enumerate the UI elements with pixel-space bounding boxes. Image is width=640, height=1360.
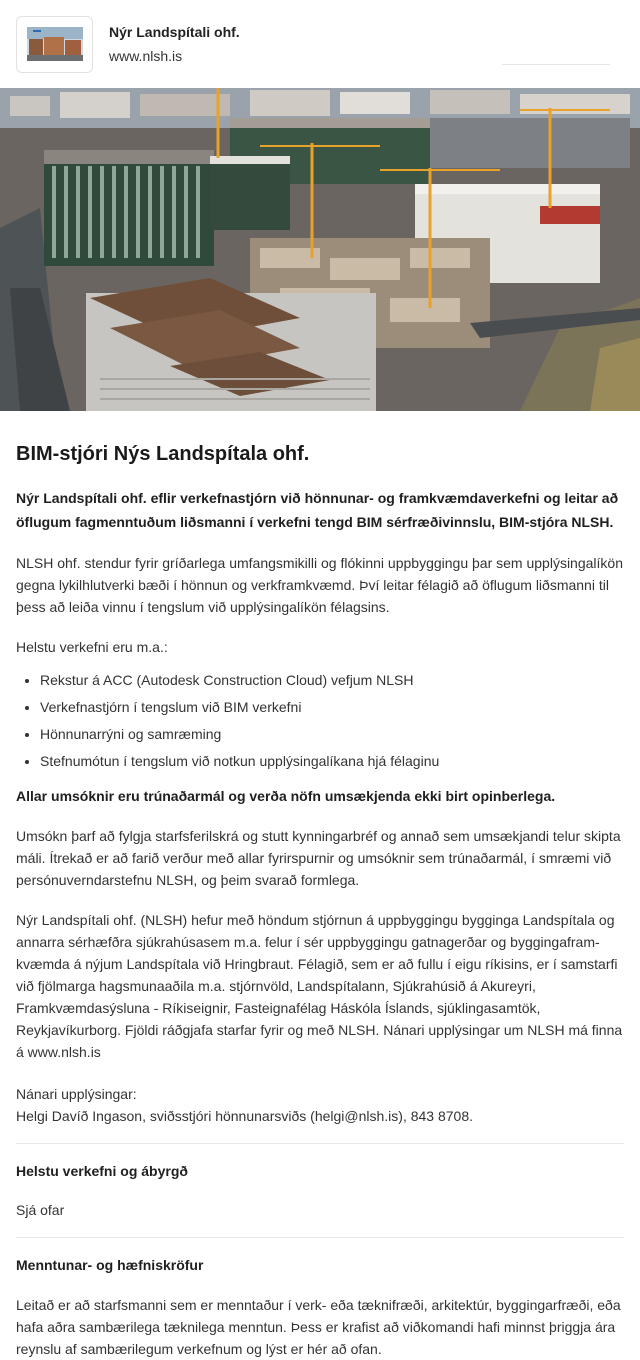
header-divider xyxy=(502,64,610,65)
responsibilities-heading: Helstu verkefni og ábyrgð xyxy=(16,1163,188,1179)
contact-label: Nánari upplýsingar: xyxy=(16,1086,137,1102)
qualifications-heading: Menntunar- og hæfniskröfur xyxy=(16,1257,204,1273)
section-divider xyxy=(16,1143,624,1144)
list-item: • Verkefnastjórn í tengslum við BIM verkefni xyxy=(40,694,624,721)
list-item: • Hönnunarrýni og samræming xyxy=(40,721,624,748)
list-item: • Stefnumótun í tengslum við notkun upplýsingalíkana hjá félaginu xyxy=(40,748,624,775)
job-posting xyxy=(0,442,640,1360)
qualifications-text: Leitað er að starfsmanni sem er menntaður í verk- eða tæknifræði, arkitektúr, byggingarfræði, eða hafa aðra sambærilega tæknilega menntun. Þess er krafist að viðkomandi hafi minnst þriggja ára reynslu af sambærilegum verkefnum og lýst er hér að ofan. xyxy=(16,1297,621,1357)
construction-site-photo xyxy=(0,88,640,411)
company-name[interactable]: Nýr Landspítali ohf. xyxy=(109,24,240,40)
job-description-paragraph: NLSH ohf. stendur fyrir gríðarlega umfangsmikilli og flókinni uppbyggingu þar sem upplýsingalíkön gegna lykilhlutverki bæði í hönnun og verkframkvæmd. Því leitar félagið að öflugum liðsmanni til þess að leiða vinnu í tengslum við upplýsingalíkön félagsins. xyxy=(16,555,623,615)
company-header xyxy=(0,0,640,88)
job-title: BIM-stjóri Nýs Landspítala ohf. xyxy=(16,443,310,465)
section-divider xyxy=(16,1237,624,1238)
company-about-paragraph: Nýr Landspítali ohf. (NLSH) hefur með höndum stjórnun á uppbyggingu bygginga Landspítala og annarra sérhæfðra sjúkrahúsasem m.a. felur í sér uppbyggingu gatnagerðar og byggingaframkvæmda á nýjum Landspítala við Hringbraut. Félagið, sem er að fullu í eigu ríkisins, er í samstarfi við fjölmarga hagsmunaaðila m.a. stjórnvöld, Landspítalann, Sjúkrahúsið á Akureyri, Framkvæmdasýsluna - Ríkiseignir, Fasteignafélag Háskóla Íslands, sjúklingasamtök, Reykjavíkurborg. Fjöldi ráðgjafa starfar fyrir og með NLSH. Nánari upplýsingar um NLSH má finna á www.nlsh.is xyxy=(16,912,623,1060)
contact-info[interactable]: Helgi Davíð Ingason, sviðsstjóri hönnunarsviðs (helgi@nlsh.is), 843 8708. xyxy=(16,1108,474,1124)
responsibilities-text: Sjá ofar xyxy=(16,1202,65,1218)
job-intro: Nýr Landspítali ohf. eflir verkefnastjórn við hönnunar- og framkvæmdaverkefni og leitar að öflugum fagmenntuðum liðsmanni í verkefni tengd BIM sérfræðivinnslu, BIM-stjóra NLSH. xyxy=(16,490,619,530)
tasks-list xyxy=(16,667,624,775)
list-item: • Rekstur á ACC (Autodesk Construction Cloud) vefjum NLSH xyxy=(40,667,624,694)
company-logo[interactable] xyxy=(16,16,93,73)
company-logo-icon xyxy=(27,27,83,61)
tasks-label: Helstu verkefni eru m.a.: xyxy=(16,639,168,655)
application-paragraph: Umsókn þarf að fylgja starfsferilskrá og stutt kynningarbréf og annað sem umsækjandi telur skipta máli. Ítrekað er að farið verður með allar fyrirspurnir og umsóknir sem trúnaðarmál, í smræmi við persónuverndarstefnu NLSH, og þeim svarað formlega. xyxy=(16,828,621,888)
company-info xyxy=(109,24,240,64)
confidentiality-note: Allar umsóknir eru trúnaðarmál og verða nöfn umsækjenda ekki birt opinberlega. xyxy=(16,788,556,804)
company-url[interactable]: www.nlsh.is xyxy=(109,48,183,64)
